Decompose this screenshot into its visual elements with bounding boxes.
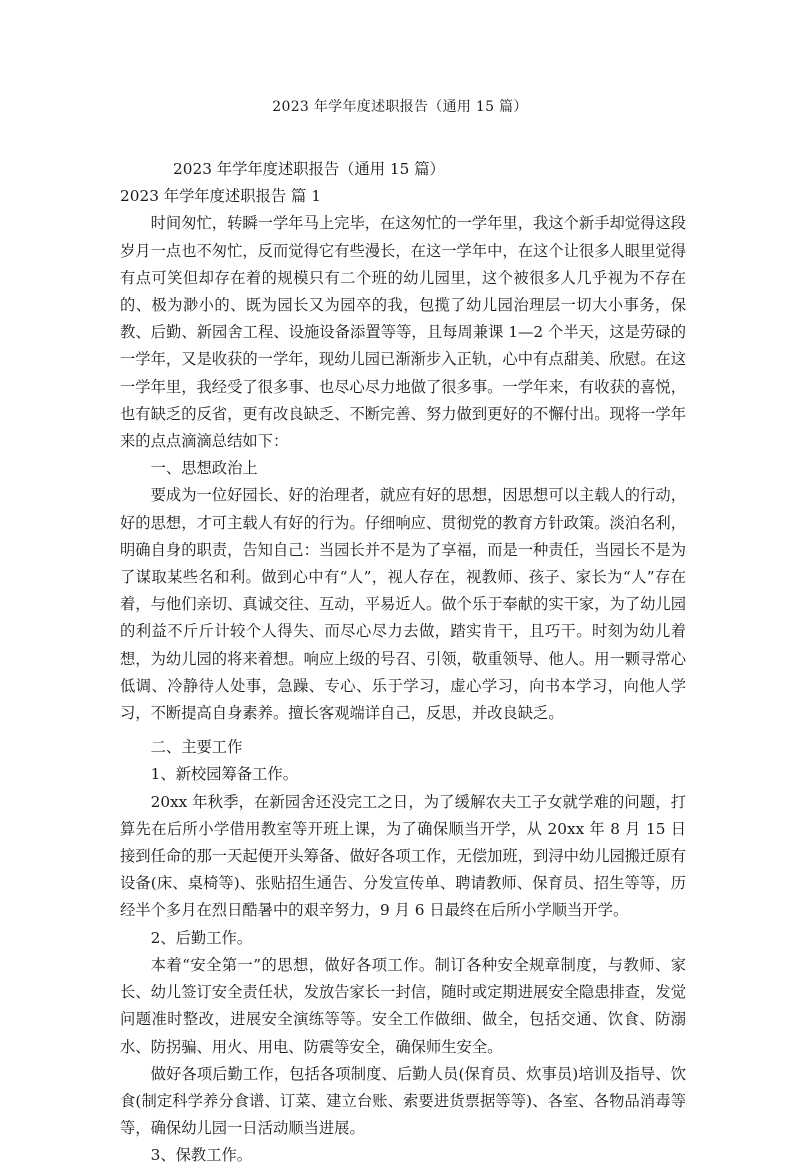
paragraph-intro: 时间匆忙，转瞬一学年马上完毕，在这匆忙的一学年里，我这个新手却觉得这段岁月一点也不匆忙，反而觉得它有些漫长，在这一学年中，在这个让很多人眼里觉得有点可笑但却存在着的规模只有二个班的幼儿园里，这个被很多人几乎视为不存在的、极为渺小的、既为园长又为园卒的我，包揽了幼儿园治理层一切大小事务，保教、后勤、新园舍工程、设施设备添置等等，且每周兼课 1—2 个半天，这是劳碌的一学年，又是收获的一学年，现幼儿园已渐渐步入正轨，心中有点甜美、欣慰。在这一学年里，我经受了很多事、也尽心尽力地做了很多事。一学年来，有收获的喜悦，也有缺乏的反省，更有改良缺乏、不断完善、努力做到更好的不懈付出。现将一学年来的点点滴滴总结如下： [120, 214, 686, 451]
paragraph-safety: 本着“安全第一”的思想，做好各项工作。制订各种安全规章制度，与教师、家长、幼儿签订安全责任状，发放告家长一封信，随时或定期进展安全隐患排查，发觉问题准时整改，进展安全演练等等。安全工作做细、做全，包括交通、饮食、防溺水、防拐骗、用火、用电、防震等安全，确保师生安全。 [120, 955, 686, 1056]
subheading-logistics: 2、后勤工作。 [150, 928, 253, 947]
section-heading-politics: 一、思想政治上 [150, 459, 258, 478]
inner-title: 2023 年学年度述职报告（通用 15 篇） [173, 160, 445, 178]
section-heading-main-work: 二、主要工作 [150, 738, 243, 757]
paragraph-new-campus: 20xx 年秋季，在新园舍还没完工之日，为了缓解农夫工子女就学难的问题，打算先在后所小学借用教室等开班上课，为了确保顺当开学，从 20xx 年 8 月 15 日接到任命的那一天起便开头筹备、做好各项工作，无偿加班，到浔中幼儿园搬迁原有设备(床、桌椅等)、张贴招生通告、分发宣传单、聘请教师、保育员、招生等等，历经半个多月在烈日酷暑中的艰辛努力，9 月 6 日最终在后所小学顺当开学。 [120, 792, 686, 920]
subheading-new-campus: 1、新校园筹备工作。 [150, 765, 298, 784]
document-title: 2023 年学年度述职报告（通用 15 篇） [272, 99, 528, 115]
paragraph-politics: 要成为一位好园长、好的治理者，就应有好的思想，因思想可以主载人的行动，好的思想，才可主载人有好的行为。仔细响应、贯彻党的教育方针政策。淡泊名利，明确自身的职责，告知自己：当园长并不是为了享福，而是一种责任，当园长不是为了谋取某些名和利。做到心中有“人”，视人存在，视教师、孩子、家长为“人”存在着，与他们亲切、真诚交往、互动，平易近人。做个乐于奉献的实干家，为了幼儿园的利益不斤斤计较个人得失、而尽心尽力去做，踏实肯干，且巧干。时刻为幼儿着想，为幼儿园的将来着想。响应上级的号召、引领，敬重领导、他人。用一颗寻常心低调、冷静待人处事，急躁、专心、乐于学习，虚心学习，向书本学习，向他人学习，不断提高自身素养。擅长客观端详自己，反思，并改良缺乏。 [120, 486, 686, 723]
subheading-care-education: 3、保教工作。 [150, 1146, 253, 1165]
part-heading: 2023 年学年度述职报告 篇 1 [120, 187, 321, 206]
paragraph-logistics: 做好各项后勤工作，包括各项制度、后勤人员(保育员、炊事员)培训及指导、饮食(制定科学养分食谱、订菜、建立台账、索要进货票据等等)、各室、各物品消毒等等，确保幼儿园一日活动顺当进展。 [120, 1064, 686, 1138]
document-body [120, 156, 686, 1170]
